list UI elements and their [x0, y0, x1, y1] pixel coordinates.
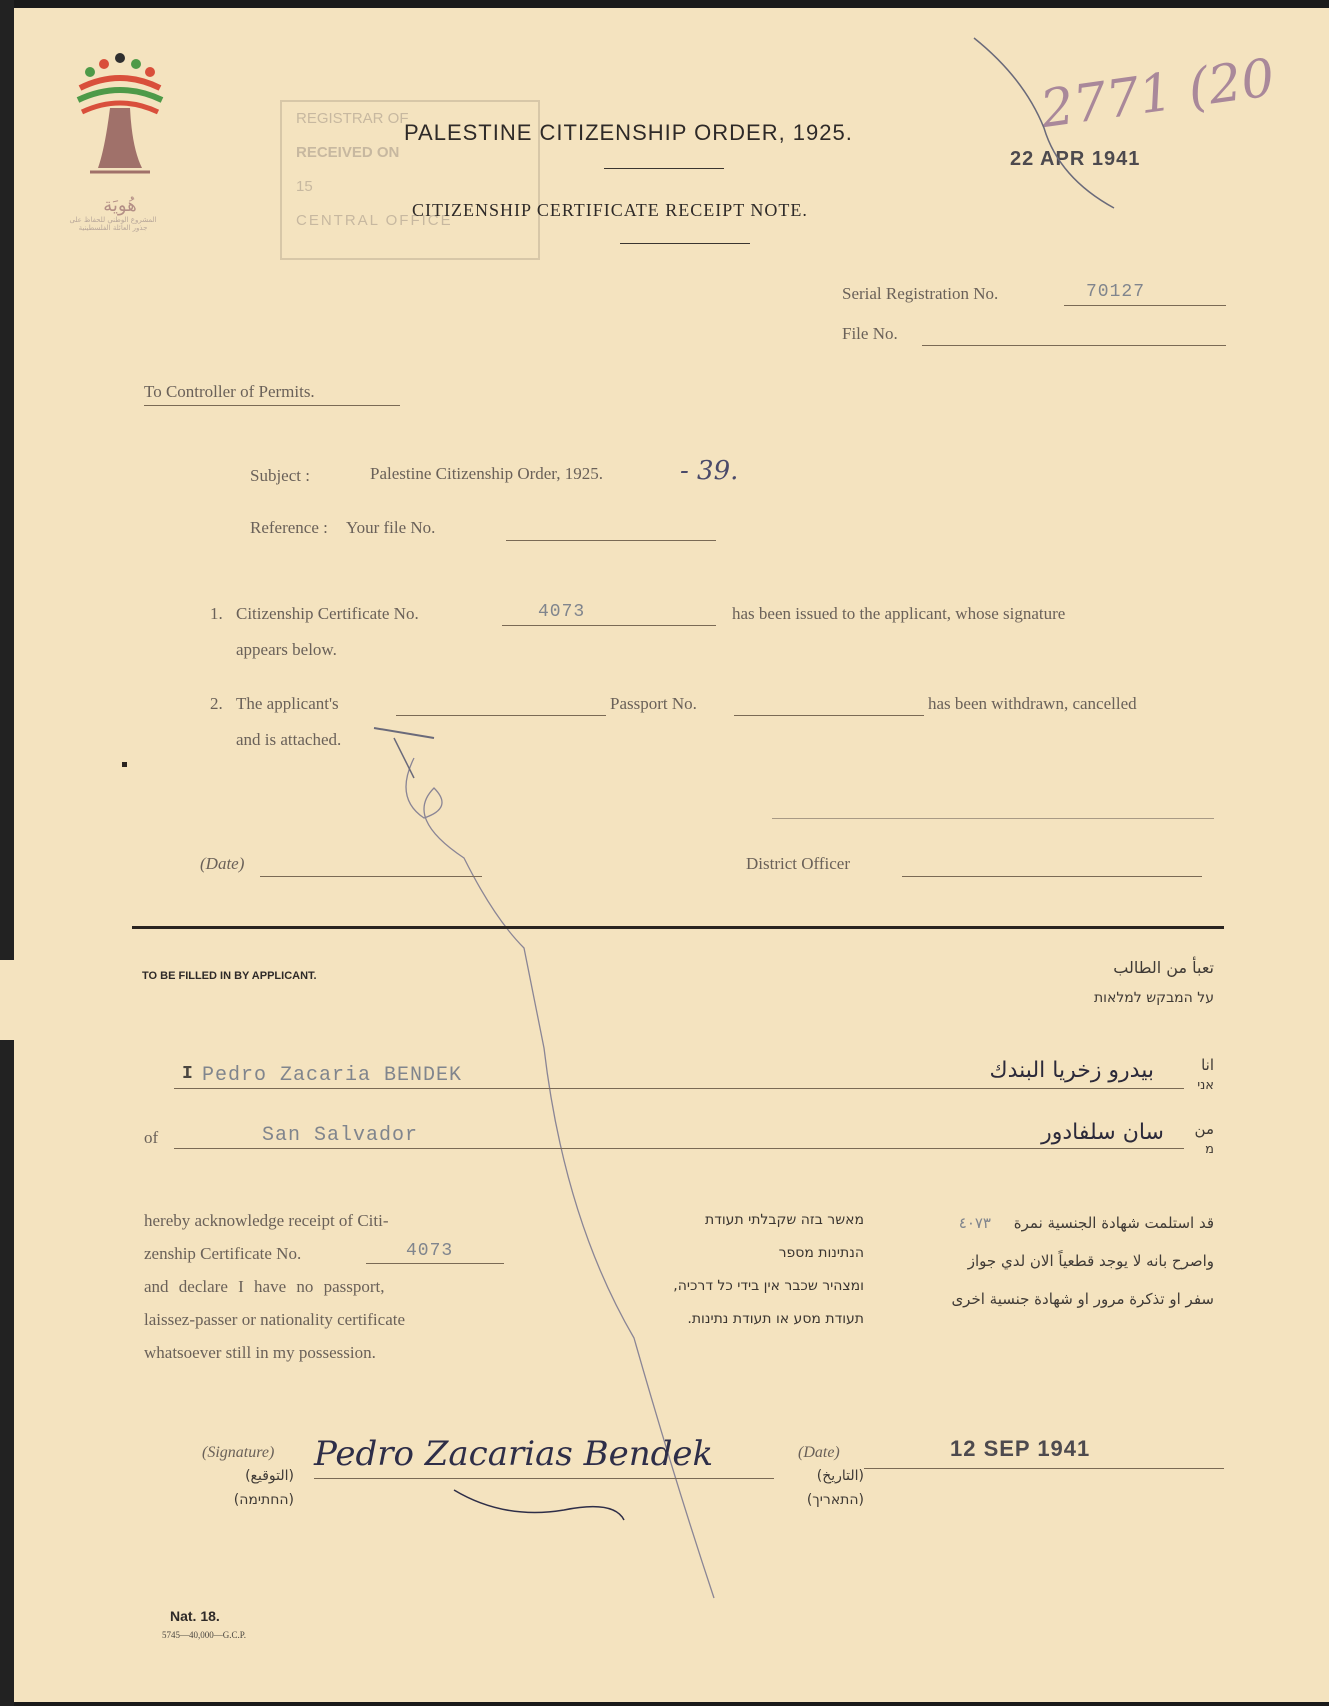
declaration-en-cert-line [366, 1263, 504, 1264]
logo-caption-1: المشروع الوطني للحفاظ على [69, 216, 157, 224]
of-arabic: من [1194, 1120, 1214, 1138]
signature-label-arabic: (التوقيع) [245, 1468, 294, 1484]
declaration-ar-line-2: واصرح بانه لا يوجد قطعياً الان لدي جواز [967, 1252, 1214, 1270]
subtitle-divider [620, 243, 750, 244]
of-hebrew: מ [1205, 1142, 1214, 1157]
declaration-english [144, 1204, 564, 1369]
declaration-ar-cert-no: ٤٠٧٣ [958, 1214, 991, 1232]
declaration-hebrew [574, 1204, 864, 1336]
district-officer-line [902, 876, 1202, 877]
declaration-ar-line-3: سفر او تذكرة مرور او شهادة جنسية اخرى [951, 1290, 1214, 1308]
applicant-name-line [174, 1088, 1184, 1089]
applicant-heading-english: TO BE FILLED IN BY APPLICANT. [142, 970, 317, 982]
subject-label: Subject : [250, 466, 310, 485]
applicant-place-line [174, 1148, 1184, 1149]
reference-label: Reference : [250, 518, 328, 537]
addressee-underline [144, 405, 400, 406]
declaration-he-line-1: מאשר בזה שקבלתי תעודת [705, 1212, 864, 1228]
item-1-text-after: has been issued to the applicant, whose signature [732, 604, 1066, 623]
item-2-text-b: Passport No. [610, 694, 697, 713]
district-officer-signature-line [772, 818, 1214, 819]
tree-people-icon [70, 48, 170, 188]
signature-line [314, 1478, 774, 1479]
declaration-en-line-2-text: zenship Certificate No. [144, 1244, 302, 1263]
declaration-arabic [884, 1204, 1214, 1318]
declaration-ar-line-1-text: قد استلمت شهادة الجنسية نمرة [1013, 1214, 1214, 1232]
officer-date-line [260, 876, 482, 877]
declaration-he-line-2: הנתינות מספר [778, 1245, 864, 1261]
title-divider [604, 168, 724, 169]
declaration-en-cert-no: 4073 [406, 1241, 454, 1261]
print-info: 5745—40,000—G.C.P. [162, 1630, 247, 1640]
declaration-en-line-4: laissez-passer or nationality certificate [144, 1310, 406, 1329]
applicant-heading-hebrew: על המבקש למלאות [1093, 990, 1214, 1006]
item-2-number: 2. [210, 694, 223, 713]
logo-name: هُويَة [103, 195, 137, 216]
district-officer-label: District Officer [746, 854, 851, 873]
subject-handwritten-note: - 39. [680, 456, 739, 486]
serial-registration-label: Serial Registration No. [842, 284, 999, 303]
stamp-line-2: RECEIVED ON [296, 144, 400, 161]
reference-file-line [506, 540, 716, 541]
declaration-en-line-1: hereby acknowledge receipt of Citi- [144, 1211, 389, 1230]
declaration-he-line-4: תעודת מסע או תעודת נתינות. [687, 1311, 864, 1327]
item-2-text-c: has been withdrawn, cancelled [928, 694, 1137, 713]
declaration-ar-line-1 [884, 1204, 1214, 1242]
item-2-passport-line [734, 715, 924, 716]
margin-dot [122, 762, 127, 767]
item-2-text-a: The applicant's [236, 694, 339, 713]
scan-edge-notch [0, 960, 30, 1040]
item-1-number: 1. [210, 604, 223, 623]
signature-flourish [444, 1480, 644, 1530]
applicant-i-hebrew: אני [1197, 1078, 1214, 1093]
declaration-en-line-5: whatsoever still in my possession. [144, 1343, 376, 1362]
item-1-continuation: appears below. [236, 640, 337, 659]
subject-value: Palestine Citizenship Order, 1925. [370, 464, 604, 483]
applicant-i-label: I [182, 1064, 193, 1084]
applicant-i-arabic: انا [1201, 1056, 1214, 1074]
logo-caption-2: جذور العائلة الفلسطينية [78, 224, 148, 232]
sign-date-value: 12 SEP 1941 [950, 1436, 1091, 1461]
applicant-signature: Pedro Zacarias Bendek [314, 1434, 714, 1474]
serial-registration-value: 70127 [1086, 282, 1146, 302]
signature-label-hebrew: (החתימה) [233, 1492, 294, 1508]
declaration-he-line-3: ומצהיר שכבר אין בידי כל דרכיה, [673, 1278, 864, 1294]
of-label: of [144, 1128, 159, 1147]
stamp-line-3: 15 [296, 178, 313, 195]
serial-registration-line [1064, 305, 1226, 306]
item-1-certificate-line [502, 625, 716, 626]
declaration-en-line-2 [144, 1237, 564, 1270]
handwritten-pencil-arc [964, 18, 1144, 218]
item-1-text-before: Citizenship Certificate No. [236, 604, 419, 623]
reference-value: Your file No. [346, 518, 436, 537]
file-no-line [922, 345, 1226, 346]
applicant-place-arabic: سان سلفادور [1041, 1120, 1164, 1145]
signature-label-english: (Signature) [202, 1444, 275, 1461]
applicant-place-english: San Salvador [262, 1124, 419, 1147]
handwritten-file-number: 2771 (20 [1036, 47, 1279, 141]
heritage-logo [70, 48, 170, 248]
sign-date-label-hebrew: (התאריך) [806, 1492, 864, 1508]
file-no-label: File No. [842, 324, 898, 343]
applicant-heading-arabic: تعبأ من الطالب [1113, 958, 1214, 977]
stamp-line-4: CENTRAL OFFICE [296, 212, 453, 229]
stamp-line-1: REGISTRAR OF [296, 110, 409, 127]
scan-left-edge [0, 0, 14, 1706]
received-date-stamp: 22 APR 1941 [1010, 148, 1141, 170]
form-code: Nat. 18. [170, 1608, 220, 1624]
document-title: PALESTINE CITIZENSHIP ORDER, 1925. [404, 120, 853, 145]
sign-date-label-arabic: (التاريخ) [816, 1468, 864, 1484]
addressee: To Controller of Permits. [144, 382, 315, 401]
section-divider [132, 926, 1224, 929]
officer-date-label: (Date) [200, 854, 245, 873]
sign-date-label-english: (Date) [798, 1444, 840, 1461]
applicant-name-arabic: بيدرو زخريا البندك [989, 1058, 1154, 1083]
item-2-continuation: and is attached. [236, 730, 342, 749]
declaration-en-line-3: and declare I have no passport, [144, 1277, 385, 1296]
item-1-certificate-no: 4073 [538, 602, 586, 622]
sign-date-line [864, 1468, 1224, 1469]
item-2-nationality-line [396, 715, 606, 716]
document-subtitle: CITIZENSHIP CERTIFICATE RECEIPT NOTE. [412, 200, 808, 220]
document-page [14, 8, 1329, 1702]
applicant-name-english: Pedro Zacaria BENDEK [202, 1064, 463, 1087]
